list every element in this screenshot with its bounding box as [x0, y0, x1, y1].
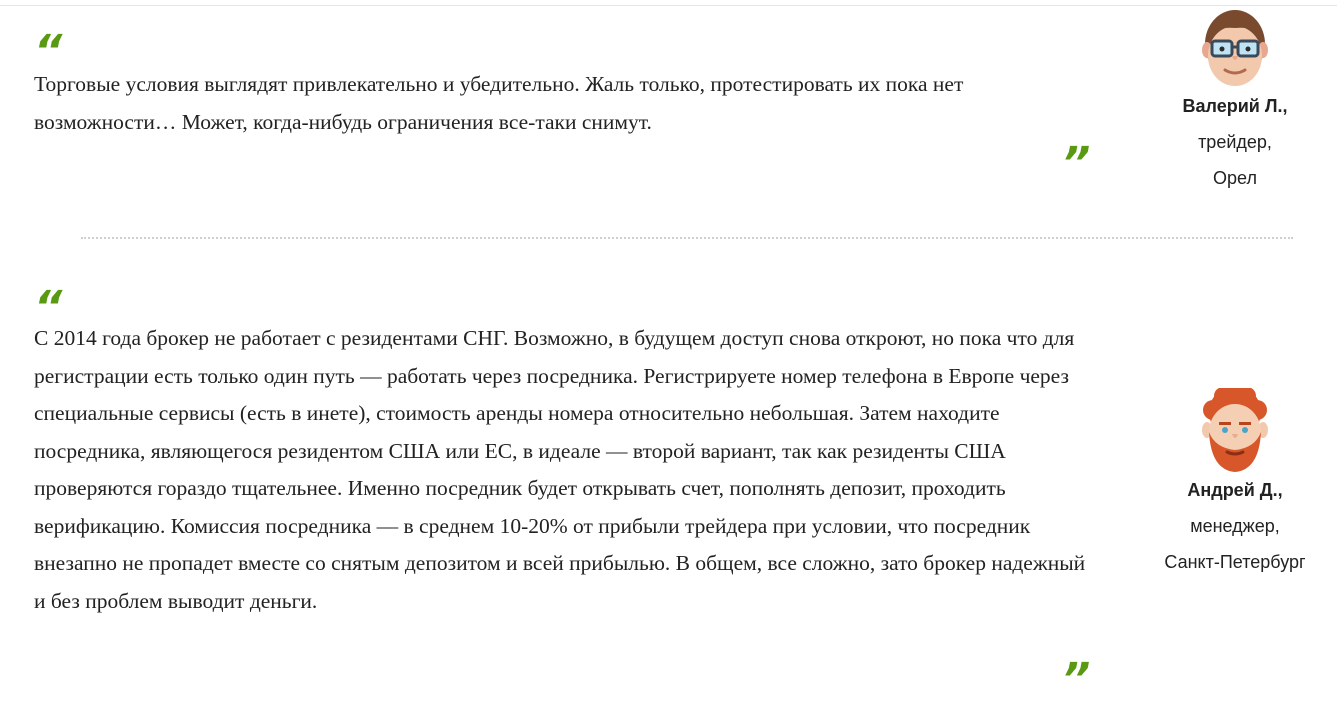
man-glasses-avatar-icon	[1195, 4, 1275, 90]
reviews-divider	[81, 237, 1293, 239]
review-text: Торговые условия выглядят привлекательно и убедительно. Жаль только, протестировать их пока нет возможности… Может, когда-нибудь ограничения все-таки снимут.	[34, 72, 964, 134]
review-text: С 2014 года брокер не работает с резидентами СНГ. Возможно, в будущем доступ снова откроют, но пока что для регистрации есть только один путь — работать через посредника. Регистрируете номер телефона в Европе через специальные сервисы (есть в инете), стоимость аренды номера относительно небольшая. Затем находите посредника, являющегося резидентом США или ЕС, в идеале — второй вариант, так как резиденты США проверяются гораздо тщательнее. Именно посредник будет открывать счет, пополнять депозит, проходить верификацию. Комиссия посредника — в среднем 10-20% от прибыли трейдера при условии, что посредник внезапно не пропадет вместе со снятым депозитом и всей прибылью. В общем, все сложно, зато брокер надежный и без проблем выводит деньги.	[34, 326, 1086, 613]
author-role: трейдер,	[1198, 132, 1272, 152]
close-quote-icon: ”	[1062, 654, 1091, 705]
red-haired-bearded-man-avatar-icon	[1195, 388, 1275, 474]
author-city: Санкт-Петербург	[1164, 552, 1306, 572]
author-city: Орел	[1213, 168, 1257, 188]
author-name: Валерий Л.,	[1182, 96, 1288, 116]
review-author	[1140, 4, 1330, 196]
author-name: Андрей Д.,	[1187, 480, 1283, 500]
review-card	[0, 0, 1337, 230]
close-quote-icon: ”	[1062, 138, 1091, 189]
open-quote-icon: “	[34, 282, 63, 333]
review-card	[0, 250, 1337, 705]
author-role: менеджер,	[1190, 516, 1280, 536]
open-quote-icon: “	[34, 26, 63, 77]
review-author	[1140, 388, 1330, 580]
